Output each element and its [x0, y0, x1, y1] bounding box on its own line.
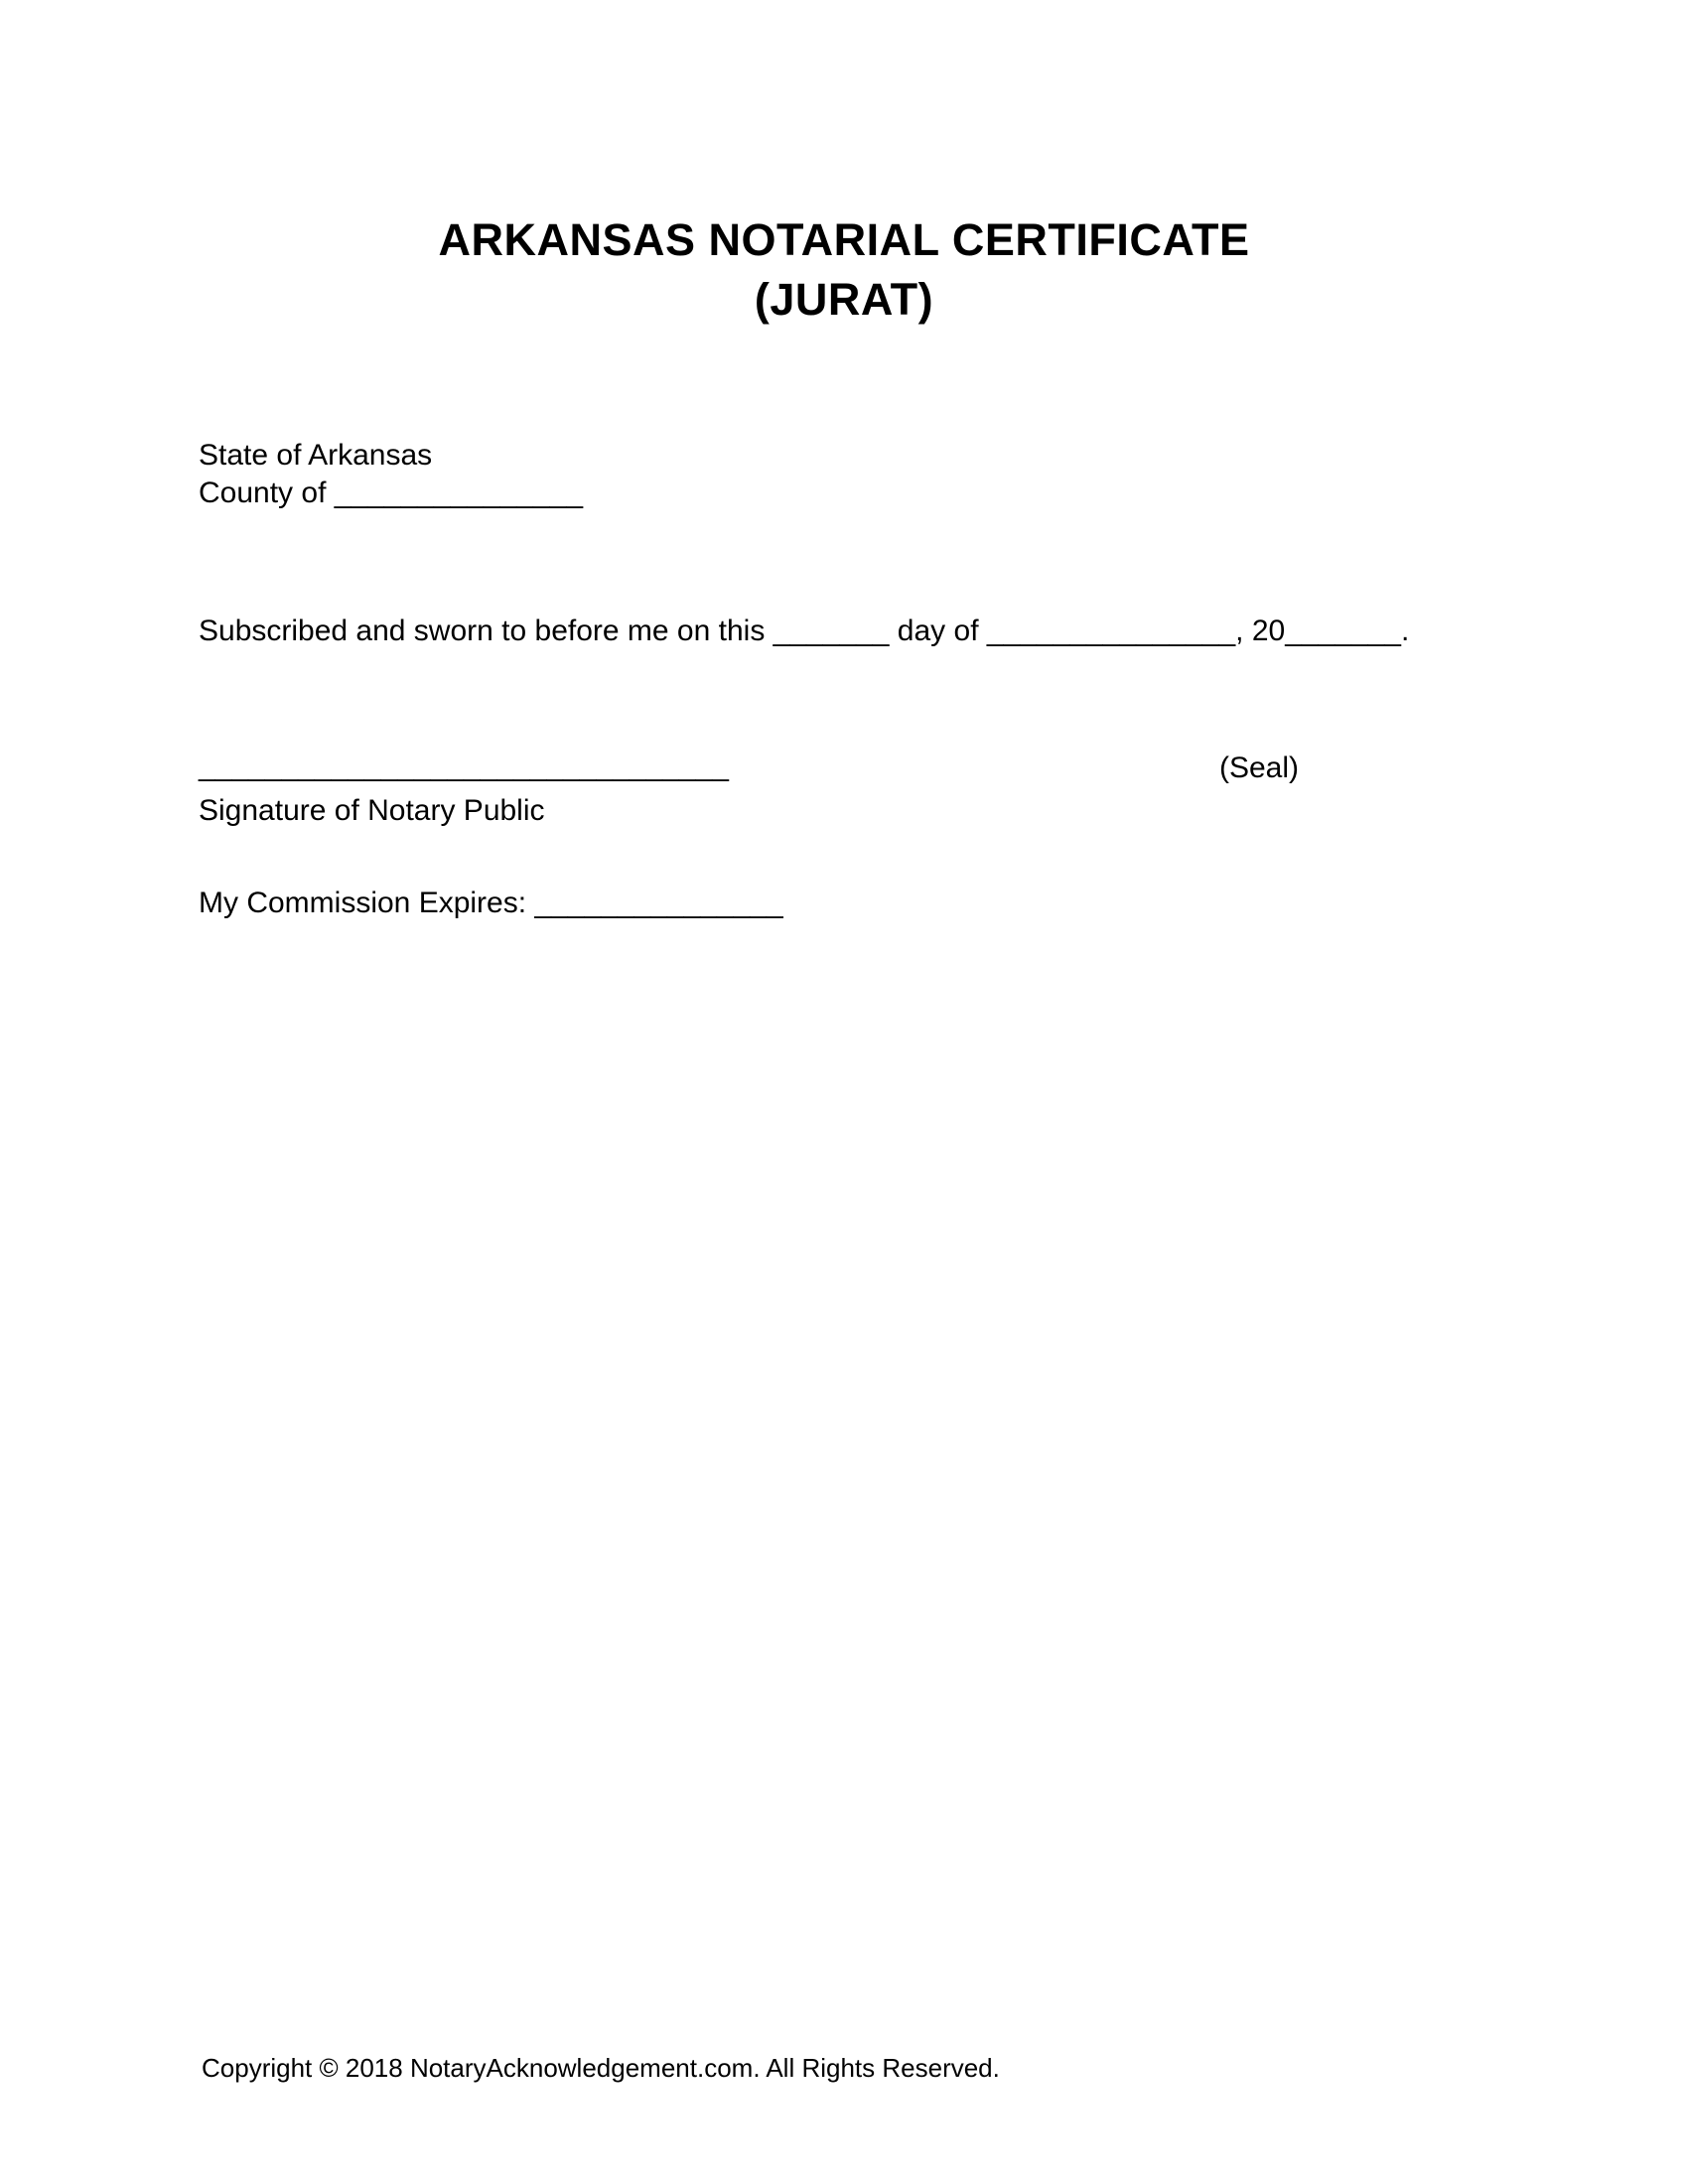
- jurat-text-2: day of: [889, 614, 987, 647]
- signature-row: [199, 747, 1688, 786]
- month-blank-field: _______________: [986, 614, 1236, 647]
- commission-expiry-line: [199, 884, 783, 923]
- county-label: County of: [199, 477, 335, 509]
- jurat-text-3: , 20: [1235, 614, 1286, 647]
- county-blank-field: _______________: [334, 477, 584, 509]
- seal-note: (Seal): [1219, 751, 1300, 784]
- day-blank-field: _______: [773, 614, 890, 647]
- signature-label: Signature of Notary Public: [199, 794, 545, 827]
- year-blank-field: _______: [1285, 614, 1401, 647]
- title-line-1: ARKANSAS NOTARIAL CERTIFICATE: [438, 214, 1250, 265]
- copyright-footer: Copyright © 2018 NotaryAcknowledgement.com. All Rights Reserved.: [202, 2053, 1000, 2083]
- title-line-2: (JURAT): [754, 274, 934, 325]
- commission-label: My Commission Expires:: [199, 887, 535, 919]
- county-line: [199, 475, 583, 512]
- state-line: State of Arkansas: [199, 439, 433, 472]
- commission-blank-field: _______________: [534, 887, 783, 919]
- jurat-text-1: Subscribed and sworn to before me on this: [199, 614, 774, 647]
- page-title: [0, 210, 1688, 330]
- venue-block: [199, 437, 583, 512]
- notary-signature-line: ________________________________: [199, 750, 729, 782]
- jurat-statement: [199, 612, 1409, 651]
- jurat-text-4: .: [1401, 614, 1410, 647]
